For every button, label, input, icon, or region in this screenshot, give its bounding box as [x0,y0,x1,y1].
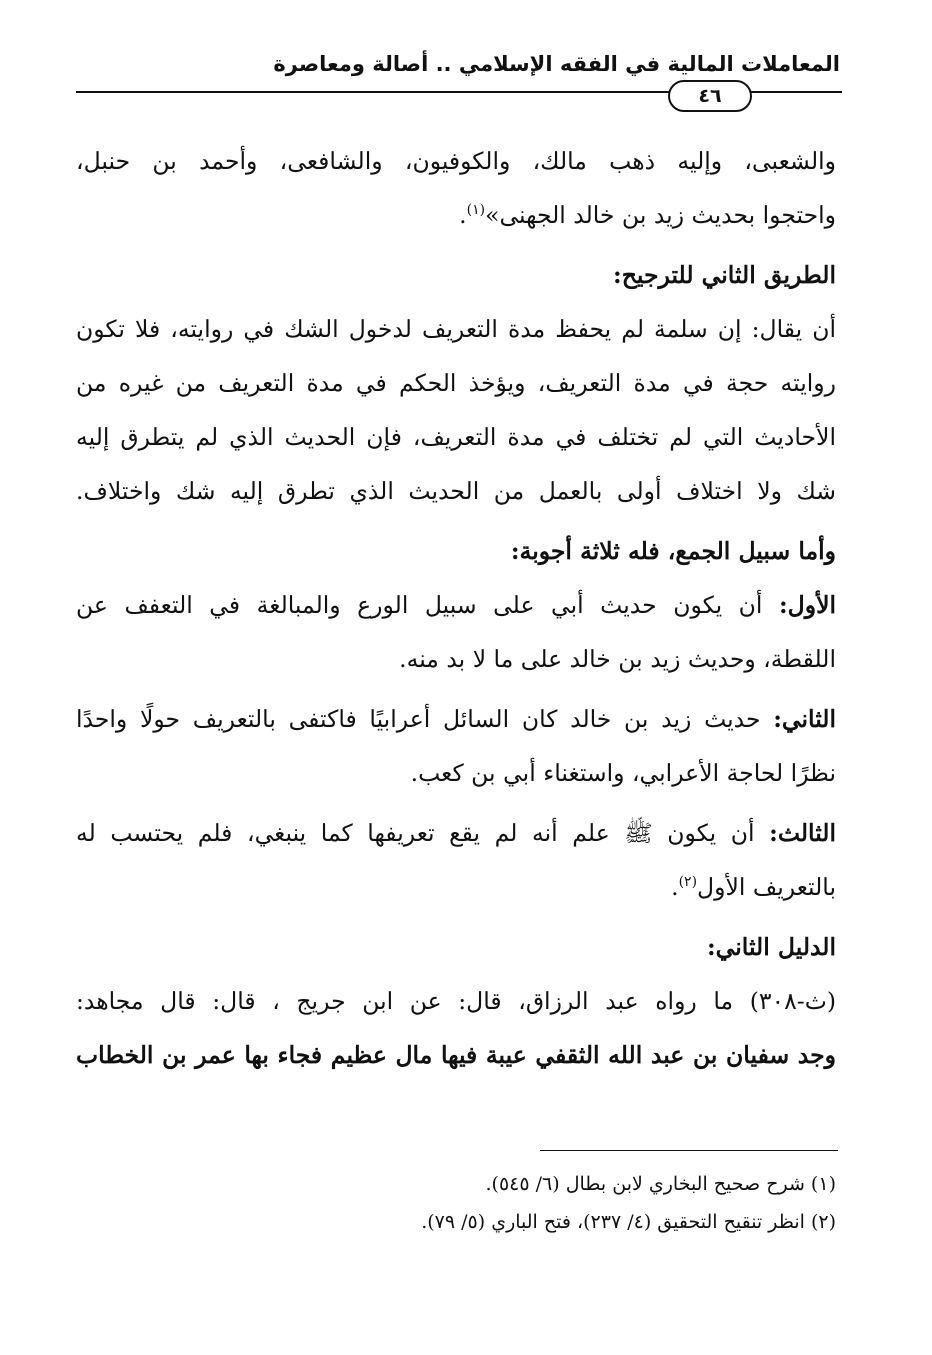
text-line [76,578,836,632]
answer-lead: الثاني: [773,705,836,733]
footnote-2: (٢) انظر تنقيح التحقيق (٤/ ٢٣٧)، فتح الباري (٥/ ٧٩). [421,1211,836,1233]
text-line: نظرًا لحاجة الأعرابي، واستغناء أبي بن كعب. [410,759,836,787]
text-line: والشعبى، وإليه ذهب مالك، والكوفيون، والشافعى، وأحمد بن حنبل، [76,147,836,175]
footnote-ref-1: (١) [466,202,486,219]
text-line: الأحاديث التي لم تختلف في مدة التعريف، فإن الحديث الذي لم يتطرق إليه [76,423,836,451]
text-line: روايته حجة في مدة التعريف، ويؤخذ الحكم في مدة التعريف من غيره من [76,369,836,397]
text-line: اللقطة، وحديث زيد بن خالد على ما لا بد منه. [399,645,836,673]
footnote-ref-2: (٢) [678,874,698,891]
text-line: شك ولا اختلاف أولى بالعمل من الحديث الذي تطرق إليه شك واختلاف. [76,477,836,505]
text-line: أن يقال: إن سلمة لم يحفظ مدة التعريف لدخول الشك في روايته، فلا تكون [76,315,836,343]
running-title: المعاملات المالية في الفقه الإسلامي .. أصالة ومعاصرة [273,52,840,76]
footnotes [76,1167,836,1243]
text-span: . [671,873,679,901]
footnote-rule [540,1150,838,1151]
footnote-1: (١) شرح صحيح البخاري لابن بطال (٦/ ٥٤٥). [485,1173,836,1195]
page-number: ٤٦ [668,80,752,112]
text-span: أن يكون ﷺ علم أنه لم يقع تعريفها كما ينبغي، فلم يحتسب له [76,819,770,847]
section-heading: الطريق الثاني للترجيح: [613,261,836,289]
text-line [76,692,836,746]
text-line [76,806,836,860]
text-span: . [459,201,467,229]
section-heading: الدليل الثاني: [707,933,836,961]
text-line: وجد سفيان بن عبد الله الثقفي عيبة فيها مال عظيم فجاء بها عمر بن الخطاب [76,1041,836,1069]
text-line [76,860,836,914]
answer-lead: الثالث: [769,819,836,847]
text-span: واحتجوا بحديث زيد بن خالد الجهنى» [485,201,836,229]
text-span: حديث زيد بن خالد كان السائل أعرابيًا فاكتفى بالتعريف حولًا واحدًا [76,705,774,733]
text-line: (ث-٣٠٨) ما رواه عبد الرزاق، قال: عن ابن جريج ، قال: قال مجاهد: [76,987,836,1015]
answer-lead: الأول: [778,591,836,619]
text-span: بالتعريف الأول [697,873,836,901]
page-body [76,134,836,1082]
text-line [76,188,836,242]
text-span: أن يكون حديث أبي على سبيل الورع والمبالغة في التعفف عن [76,591,779,619]
section-heading: وأما سبيل الجمع، فله ثلاثة أجوبة: [510,537,836,565]
